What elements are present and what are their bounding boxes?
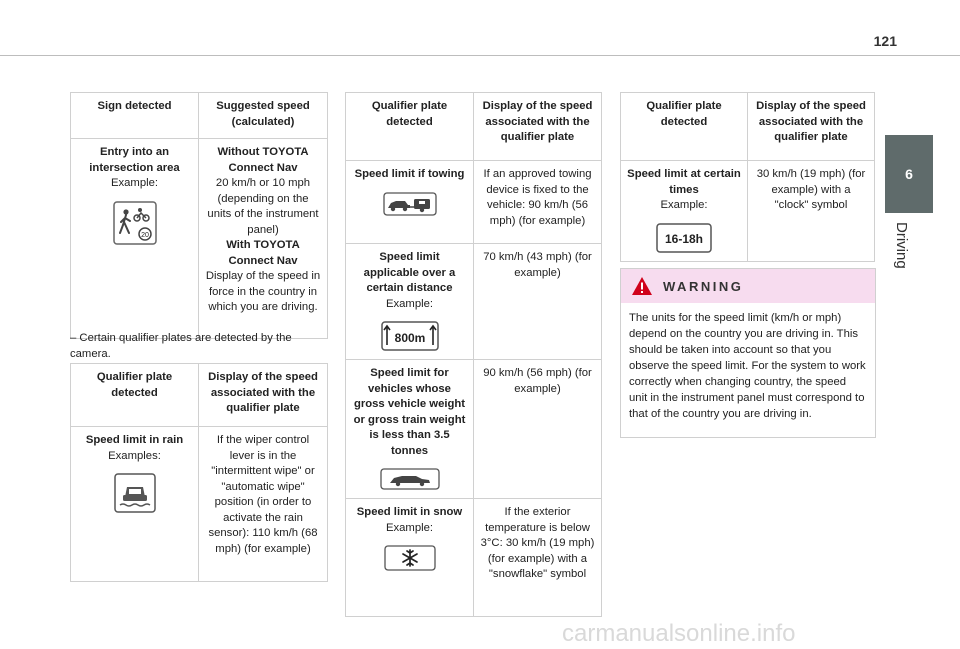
column-header: Qualifier plate detected <box>621 93 748 161</box>
page-number: 121 <box>873 33 897 49</box>
qualifier-desc: If an approved towing device is fixed to the vehicle: 90 km/h (56 mph) (for example) <box>474 161 602 244</box>
qualifier-title: Speed limit in snow <box>356 506 463 518</box>
pedestrian-zone-icon <box>113 201 157 245</box>
qualifier-subtitle: Example: <box>385 297 434 310</box>
column-header: Qualifier plate detected <box>71 364 199 427</box>
column-header: Sign detected <box>71 93 199 139</box>
rain-qualifier-table <box>70 363 328 582</box>
table-header-row <box>621 93 875 161</box>
qualifier-cell <box>346 244 474 360</box>
qualifier-subtitle: Example: <box>660 199 708 211</box>
table-header-row <box>71 364 328 427</box>
qualifier-cell <box>71 427 199 582</box>
rain-car-icon <box>114 473 156 513</box>
distance-text: 800m <box>394 331 425 345</box>
qualifier-desc: 30 km/h (19 mph) (for example) with a "clock" symbol <box>748 161 875 262</box>
column-header: Qualifier plate detected <box>346 93 474 161</box>
table-row <box>346 360 602 499</box>
table-row <box>346 499 602 617</box>
qualifier-desc: If the exterior temperature is below 3°C: 30 km/h (19 mph) (for example) with a "snowflake" symbol <box>474 499 602 617</box>
qualifier-cell <box>621 161 748 262</box>
qualifier-table <box>345 92 602 617</box>
sign-subtitle: Example: <box>110 177 159 189</box>
section-tab[interactable]: 6 <box>885 135 933 213</box>
qualifier-cell <box>346 499 474 617</box>
qualifier-title: Speed limit in rain <box>85 434 184 446</box>
qualifier-title: Speed limit if towing <box>354 168 465 180</box>
sign-cell <box>71 139 199 339</box>
qualifier-cell <box>346 360 474 499</box>
camera-note: – Certain qualifier plates are detected by the camera. <box>70 332 292 360</box>
column-header: Display of the speed associated with the qualifier plate <box>199 364 328 427</box>
table-row <box>71 427 328 582</box>
times-qualifier-table <box>620 92 875 262</box>
speed-cell <box>199 139 328 339</box>
table-row <box>346 161 602 244</box>
section-label: Driving <box>893 222 910 269</box>
column-header: Display of the speed associated with the qualifier plate <box>748 93 875 161</box>
sign-table <box>70 92 328 339</box>
qualifier-subtitle: Examples: <box>108 449 161 462</box>
with-nav-text: Display of the speed in force in the country in which you are driving. <box>205 270 321 313</box>
qualifier-title: Speed limit at certain times <box>627 168 741 196</box>
qualifier-desc: If the wiper control lever is in the "intermittent wipe" or "automatic wipe" position (in order to activate the rain sensor): 110 km/h (68 mph) (for example) <box>199 427 328 582</box>
qualifier-title: Speed limit for vehicles whose gross vehicle weight or gross train weight is less than 3.5 tonnes <box>353 367 466 457</box>
header-rule <box>0 55 960 56</box>
qualifier-subtitle: Example: <box>385 521 434 534</box>
speed-value-text: 20 <box>140 231 149 239</box>
table-row <box>346 244 602 360</box>
warning-title: WARNING <box>663 278 744 294</box>
towing-icon <box>383 192 437 216</box>
warning-header <box>621 269 875 303</box>
table-header-row <box>346 93 602 161</box>
with-nav-title: With TOYOTA Connect Nav <box>226 239 300 267</box>
qualifier-desc: 90 km/h (56 mph) (for example) <box>474 360 602 499</box>
qualifier-desc: 70 km/h (43 mph) (for example) <box>474 244 602 360</box>
time-plate-icon <box>656 223 712 253</box>
snowflake-icon <box>384 545 436 571</box>
qualifier-cell <box>346 161 474 244</box>
without-nav-text: 20 km/h or 10 mph (depending on the units of the instrument panel) <box>207 177 319 236</box>
qualifier-title: Speed limit applicable over a certain distance <box>363 251 456 294</box>
without-nav-title: Without TOYOTA Connect Nav <box>217 146 309 174</box>
warning-box <box>620 268 876 438</box>
table-row <box>71 139 328 339</box>
table-row <box>621 161 875 262</box>
sign-title: Entry into an intersection area <box>89 146 180 174</box>
car-weight-icon <box>380 468 440 490</box>
column-header: Display of the speed associated with the qualifier plate <box>474 93 602 161</box>
time-text: 16-18h <box>664 231 704 246</box>
distance-plate-icon <box>381 321 439 351</box>
warning-triangle-icon <box>631 276 653 296</box>
table-header-row <box>71 93 328 139</box>
column-header: Suggested speed (calculated) <box>199 93 328 139</box>
watermark: carmanualsonline.info <box>562 620 796 647</box>
warning-text: The units for the speed limit (km/h or mph) depend on the country you are driving in. This should be taken into account so that you observe the speed limit. For the system to work correctly when changing country, the speed unit in the instrument panel must correspond to that of the country you are driving in. <box>629 312 866 420</box>
